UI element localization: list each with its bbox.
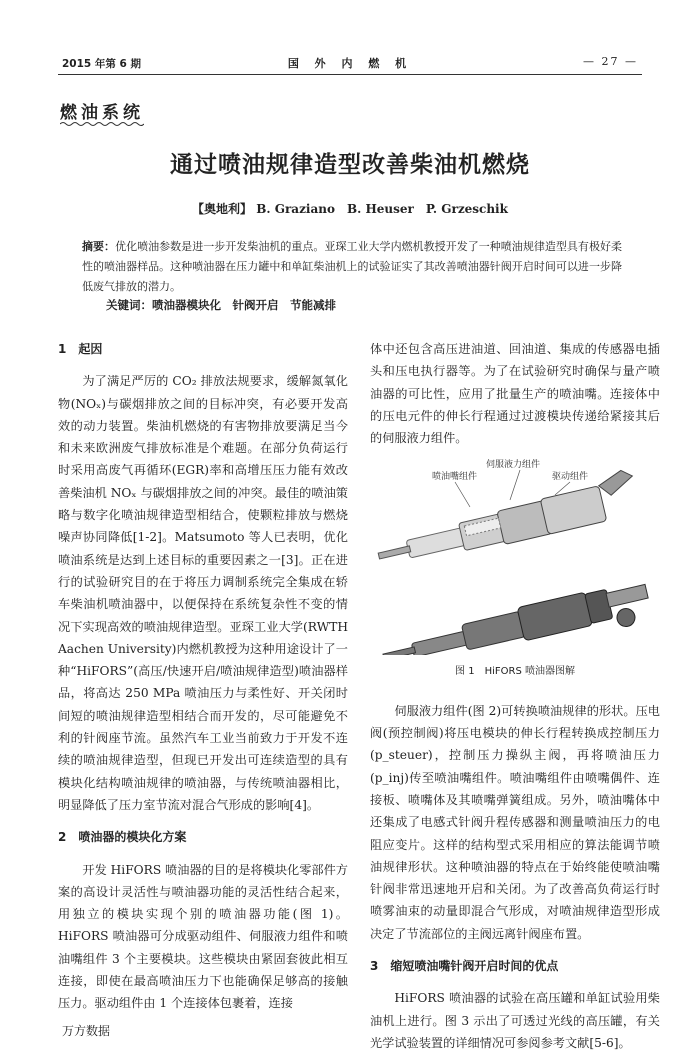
keywords-text: 喷油器模块化 针阀开启 节能减排 [152, 298, 336, 312]
right-column [370, 338, 660, 1054]
header-rule [58, 74, 642, 75]
section-2-paragraph: 开发 HiFORS 喷油器的目的是将模块化零部件方案的高设计灵活性与喷油器功能的灵活性结合起来，用独立的模块实现个别的喷油器功能(图 1)。HiFORS 喷油器可分成驱动组件、伺服液力组件和喷油嘴组件 3 个主要模块。这些模块由紧固套彼此相互连接，即使在最高喷油压力下也能确保足够高的接触压力。驱动组件由 1 个连接体包裹着，连接 [58, 862, 348, 1011]
page-number: — 27 — [583, 55, 638, 68]
injector-illustration [370, 455, 660, 655]
abstract-label: 摘要： [82, 240, 116, 253]
fig-label-drive: 驱动组件 [552, 472, 589, 483]
keywords-label: 关键词： [106, 298, 152, 312]
abstract [82, 237, 622, 297]
section-3-heading: 3 缩短喷油嘴针阀开启时间的优点 [370, 959, 559, 974]
continued-paragraph: 体中还包含高压进油道、回油道、集成的传感器电插头和压电执行器等。为了在试验研究时确保与量产喷油器的可比性，应用了批量生产的喷油嘴。连接体中的压电元件的伸长行程通过过渡模块传递给紧接其后的伺服液力组件。 [370, 342, 660, 446]
issue-label: 2015 年第 6 期 [62, 58, 141, 70]
abstract-text: 优化喷油参数是进一步开发柴油机的重点。亚琛工业大学内燃机教授开发了一种喷油规律造型具有极好柔性的喷油器样品。这种喷油器在压力罐中和单缸柴油机上的试验证实了其改善喷油器针阀开启时间可以进一步降低废气排放的潜力。 [82, 240, 622, 293]
section-tag: 燃油系统 [60, 103, 144, 123]
footer-watermark: 万方数据 [62, 1024, 111, 1038]
fig-label-servo: 伺服液力组件 [486, 460, 541, 471]
fig-label-nozzle: 喷油嘴组件 [432, 472, 478, 483]
figure-1 [370, 455, 660, 655]
section-1-heading: 1 起因 [58, 342, 103, 356]
keywords [82, 297, 336, 313]
journal-name: 国 外 内 燃 机 [287, 57, 413, 70]
section-3-paragraph: HiFORS 喷油器的试验在高压罐和单缸试验用柴油机上进行。图 3 示出了可透过光线的高压罐，有关光学试验装置的详细情况可参阅参考文献[5-6]。 [370, 991, 660, 1050]
page-title: 通过喷油规律造型改善柴油机燃烧 [170, 152, 530, 178]
section-tag-underline [60, 121, 144, 127]
section-2-heading: 2 喷油器的模块化方案 [58, 830, 187, 845]
authors: 【奥地利】 B. Graziano B. Heuser P. Grzeschik [192, 202, 508, 216]
running-header [58, 54, 642, 72]
left-column [58, 338, 348, 1015]
section-1-paragraph: 为了满足严厉的 CO₂ 排放法规要求，缓解氮氧化物(NOₓ)与碳烟排放之间的目标冲突，有必要开发高效的动力装置。柴油机燃烧的有害物排放要满足当今和未来欧洲废气排放标准是个难题。在部分负荷运行时采用高废气再循环(EGR)率和高增压压力能有效改善柴油机 NOₓ 与碳烟排放之间的冲突。最佳的喷油策略与数字化喷油规律造型相结合，使颗粒排放与燃烧噪声协同降低[1-2]。Matsumoto 等人已表明，优化喷油系统是达到上述目标的重要因素之一[3]。正在进行的试验研究目的在于将压力调制系统完全集成在轿车柴油机喷油器中，以便保持在系统复杂性不变的情况下实现高效的喷油规律造型。亚琛工业大学(RWTH Aachen University)内燃机教授为这种用途设计了一种“HiFORS”(高压/快速开启/喷油规律造型)喷油器样品，将高达 250 MPa 喷油压力与柔性好、开关闭时间短的喷油规律造型相结合而开发的，尽可能避免不利的针阀座节流。虽然汽车工业当前致力于开发不连续的喷油规律造型，但现已开发出可连续造型的具有模块化结构喷油规律的喷油器，与传统喷油器相比，明显降低了压力室节流对混合气形成的影响[4]。 [58, 374, 348, 812]
figure-1-caption: 图 1 HiFORS 喷油器图解 [455, 666, 575, 678]
servo-paragraph: 伺服液力组件(图 2)可转换喷油规律的形状。压电阀(预控制阀)将压电模块的伸长行程转换成控制压力(p_steuer)，控制压力操纵主阀，再将喷油压力(p_inj)传至喷油嘴组件。喷油嘴组件由喷嘴偶件、连接板、喷嘴体及其喷嘴弹簧组成。另外，喷油嘴体中还集成了电感式针阀升程传感器和测量喷油压力的电阻应变片。这样的结构型式采用相应的算法能调节喷油规律形状。这种喷油器的特点在于始终能使喷油嘴针阀非常迅速地开启和关闭。为了改善高负荷运行时喷雾油束的动量即混合气形成，对喷油规律造型形成决定了节流部位的主阀远离针阀座布置。 [370, 703, 660, 941]
